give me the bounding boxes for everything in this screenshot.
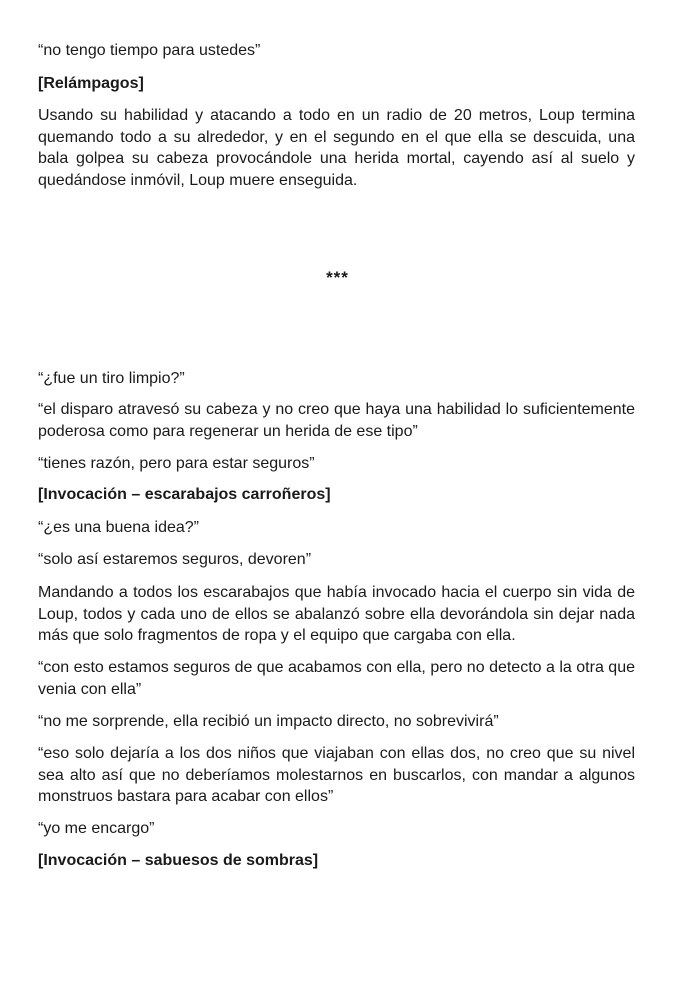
narrative-paragraph: Usando su habilidad y atacando a todo en un radio de 20 metros, Loup termina quemando todo a su alrededor, y en el segundo en el que ella se descuida, una bala golpea su cabeza provocándole una herida mortal, cayendo así al suelo y quedándose inmóvil, Loup muere enseguida. [38,107,635,189]
dialogue-line: “eso solo dejaría a los dos niños que viajaban con ellas dos, no creo que su nivel sea alto así que no deberíamos molestarnos en buscarlos, con mandar a algunos monstruos bastara para acabar con ellos” [38,745,635,805]
dialogue-line: “¿es una buena idea?” [38,519,199,536]
skill-heading: [Invocación – sabuesos de sombras] [38,852,319,869]
dialogue-line: “no me sorprende, ella recibió un impacto directo, no sobrevivirá” [38,713,499,730]
skill-heading: [Relámpagos] [38,75,144,92]
dialogue-line: “el disparo atravesó su cabeza y no creo que haya una habilidad lo suficientemente poderosa como para regenerar un herida de ese tipo” [38,401,635,440]
dialogue-line: “¿fue un tiro limpio?” [38,370,185,387]
dialogue-line: “yo me encargo” [38,820,155,837]
dialogue-line: “solo así estaremos seguros, devoren” [38,551,312,568]
dialogue-line: “con esto estamos seguros de que acabamos con ella, pero no detecto a la otra que venia con ella” [38,659,635,698]
dialogue-line: “no tengo tiempo para ustedes” [38,42,261,59]
scene-separator: *** [326,268,349,287]
dialogue-line: “tienes razón, pero para estar seguros” [38,455,315,472]
narrative-paragraph: Mandando a todos los escarabajos que había invocado hacia el cuerpo sin vida de Loup, todos y cada uno de ellos se abalanzó sobre ella devorándola sin dejar nada más que solo fragmentos de ropa y el equipo que cargaba con ella. [38,584,635,644]
skill-heading: [Invocación – escarabajos carroñeros] [38,486,331,503]
